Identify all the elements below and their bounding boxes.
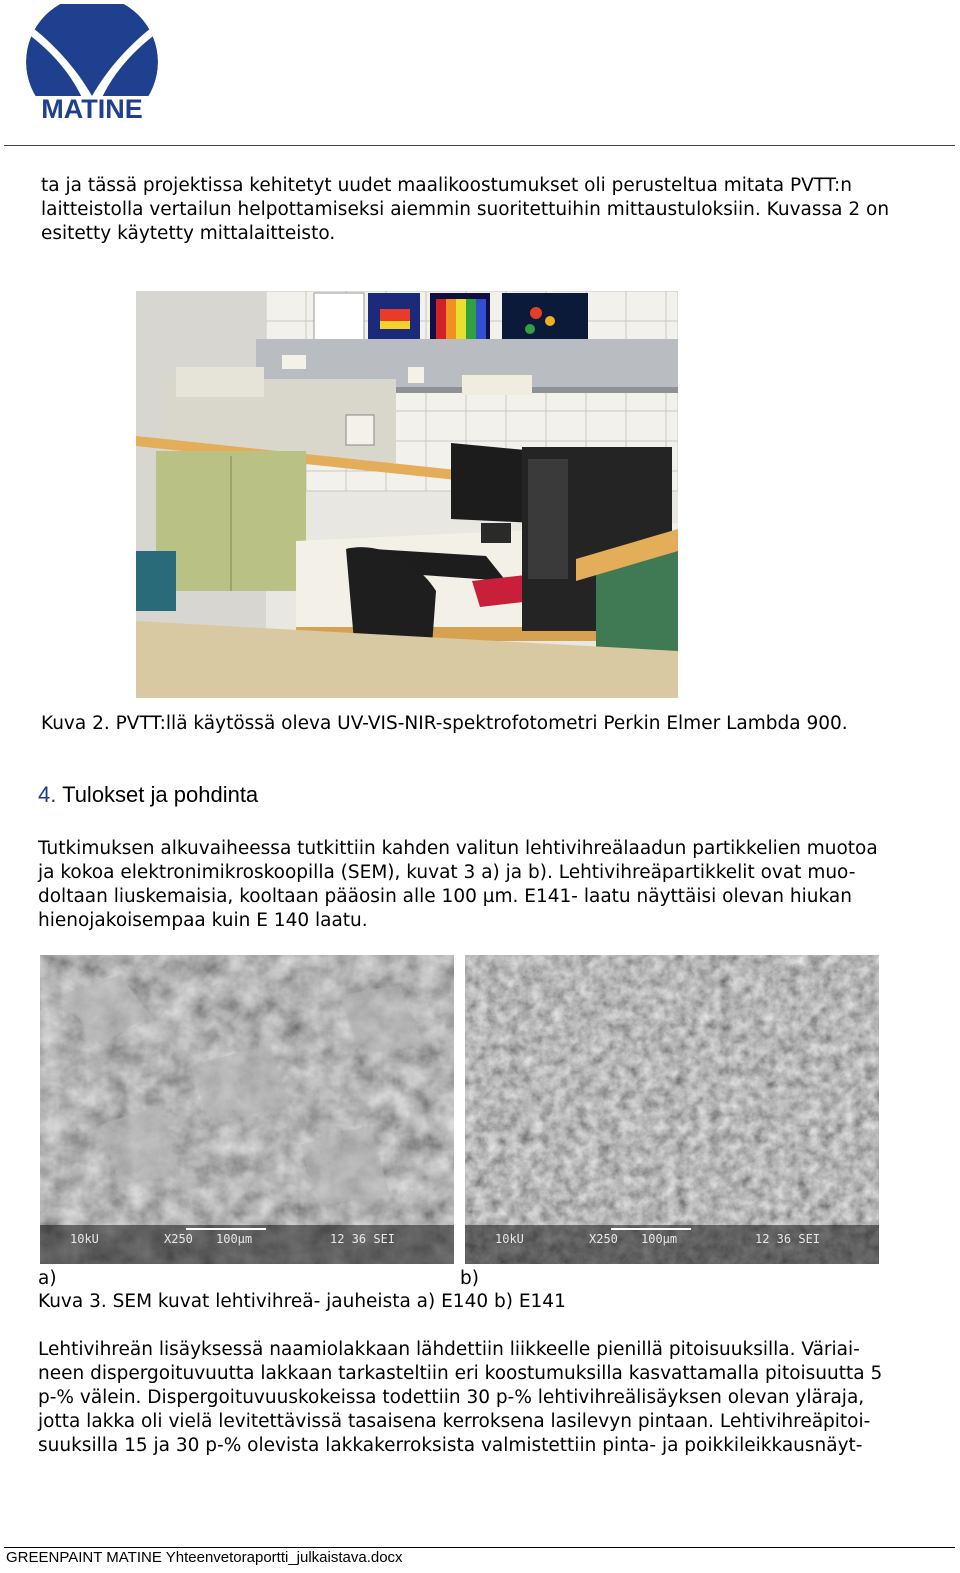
header-divider <box>4 145 955 146</box>
sem-image-b <box>465 955 879 1264</box>
section-number: 4. <box>38 782 57 807</box>
section-title: Tulokset ja pohdinta <box>56 782 259 807</box>
final-paragraph <box>38 1338 882 1458</box>
sem-a-detector: 12 36 SEI <box>330 1232 396 1246</box>
results-line: Tutkimuksen alkuvaiheessa tutkittiin kahden valitun lehtivihreälaadun partikkelien muotoa <box>38 838 878 859</box>
intro-line: esitetty käytetty mittalaitteisto. <box>41 223 336 244</box>
sem-a-scale: 100µm <box>216 1232 253 1246</box>
matine-logo <box>24 4 160 122</box>
footer-divider <box>4 1547 955 1548</box>
results-paragraph <box>38 837 878 933</box>
intro-line: ta ja tässä projektissa kehitetyt uudet maalikoostumukset oli perusteltua mitata PVTT:n <box>41 175 852 196</box>
results-line: ja kokoa elektronimikroskoopilla (SEM), kuvat 3 a) ja b). Lehtivihreäpartikkelit ovat muo- <box>38 862 856 883</box>
figure-3-caption: Kuva 3. SEM kuvat lehtivihreä- jauheista a) E140 b) E141 <box>38 1291 566 1312</box>
final-line: jotta lakka oli vielä levitettävissä tasaisena kerroksena lasilevyn pintaan. Lehtivihreäpitoi- <box>38 1411 871 1432</box>
results-line: doltaan liuskemaisia, kooltaan pääosin alle 100 µm. E141- laatu näyttäisi olevan hiukan <box>38 886 852 907</box>
final-line: suuksilla 15 ja 30 p-% olevista lakkakerroksista valmistettiin pinta- ja poikkileikkausnäyt- <box>38 1435 863 1456</box>
logo-wordmark: MATINE <box>41 94 143 122</box>
footer-filename: GREENPAINT MATINE Yhteenvetoraportti_julkaistava.docx <box>6 1549 403 1566</box>
sem-b-magnification: X250 <box>589 1232 618 1246</box>
sem-label-b: b) <box>460 1268 479 1289</box>
final-line: Lehtivihreän lisäyksessä naamiolakkaan lähdettiin liikkeelle pienillä pitoisuuksilla. Väriai- <box>38 1339 860 1360</box>
sem-a-magnification: X250 <box>164 1232 193 1246</box>
sem-a-voltage: 10kU <box>70 1232 99 1246</box>
sem-label-a: a) <box>38 1268 57 1289</box>
lab-photo <box>136 291 678 698</box>
results-line: hienojakoisempaa kuin E 140 laatu. <box>38 910 368 931</box>
figure-2-caption: Kuva 2. PVTT:llä käytössä oleva UV-VIS-NIR-spektrofotometri Perkin Elmer Lambda 900. <box>41 713 848 734</box>
intro-paragraph <box>41 174 889 246</box>
sem-b-scale: 100µm <box>641 1232 678 1246</box>
sem-image-a <box>40 955 454 1264</box>
sem-b-detector: 12 36 SEI <box>755 1232 821 1246</box>
intro-line: laitteistolla vertailun helpottamiseksi aiemmin suoritettuihin mittaustuloksiin. Kuvassa 2 on <box>41 199 890 220</box>
final-line: neen dispergoituvuutta lakkaan tarkasteltiin eri koostumuksilla kasvattamalla pitoisuutta 5 <box>38 1363 883 1384</box>
final-line: p-% välein. Dispergoituvuuskokeissa todettiin 30 p-% lehtivihreälisäyksen olevan yläraja, <box>38 1387 865 1408</box>
section-heading <box>38 782 258 808</box>
sem-b-voltage: 10kU <box>495 1232 524 1246</box>
